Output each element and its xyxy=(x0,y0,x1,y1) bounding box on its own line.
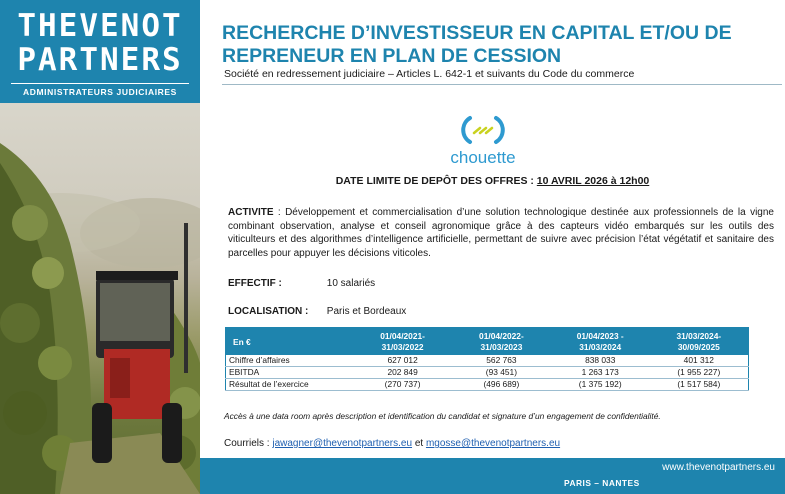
table-cell: 627 012 xyxy=(353,355,452,367)
company-logo xyxy=(438,113,528,168)
contacts-separator: et xyxy=(412,438,426,449)
column-period-start: 01/04/2021- xyxy=(380,331,425,341)
email-link-mgosse[interactable]: mgosse@thevenotpartners.eu xyxy=(425,438,561,449)
contacts-label: Courriels : xyxy=(224,438,273,449)
effectif-label: EFFECTIF : xyxy=(228,278,282,289)
table-cell: 1 263 173 xyxy=(551,367,650,379)
page-title-line1: RECHERCHE D’INVESTISSEUR EN CAPITAL ET/OU DE xyxy=(222,22,732,44)
row-label: Chiffre d’affaires xyxy=(226,355,354,367)
column-period-end: 31/03/2022 xyxy=(381,342,424,352)
financial-table-header xyxy=(226,328,749,356)
offer-deadline xyxy=(200,175,785,187)
brand-logo xyxy=(0,0,200,103)
table-column-header xyxy=(551,328,650,356)
table-row xyxy=(226,379,749,391)
table-row xyxy=(226,367,749,379)
table-cell: (1 375 192) xyxy=(551,379,650,391)
vineyard-illustration xyxy=(0,103,200,494)
table-column-header xyxy=(353,328,452,356)
column-period-end: 31/03/2023 xyxy=(480,342,523,352)
table-row xyxy=(226,355,749,367)
table-cell: 401 312 xyxy=(650,355,749,367)
table-cell: 838 033 xyxy=(551,355,650,367)
table-cell: (93 451) xyxy=(452,367,551,379)
legal-subtitle: Société en redressement judiciaire – Articles L. 642-1 et suivants du Code du commerce xyxy=(224,68,635,80)
contact-emails xyxy=(224,438,560,449)
deadline-label: DATE LIMITE DE DEPÔT DES OFFRES : xyxy=(335,175,537,187)
table-cell: (1 517 584) xyxy=(650,379,749,391)
page-title xyxy=(222,22,782,68)
effectif-row xyxy=(228,278,375,289)
table-column-header xyxy=(650,328,749,356)
footer-bar xyxy=(200,458,785,494)
activity-paragraph xyxy=(228,206,774,260)
email-link-jawagner[interactable]: jawagner@thevenotpartners.eu xyxy=(272,438,413,449)
table-cell: 202 849 xyxy=(353,367,452,379)
vineyard-tractor-photo xyxy=(0,103,200,494)
column-period-end: 31/03/2024 xyxy=(579,342,622,352)
financial-table xyxy=(225,327,749,391)
table-cell: (270 737) xyxy=(353,379,452,391)
brand-divider xyxy=(11,83,189,84)
table-column-header xyxy=(452,328,551,356)
office-cities: PARIS – NANTES xyxy=(564,478,640,488)
table-cell: 562 763 xyxy=(452,355,551,367)
column-period-start: 01/04/2022- xyxy=(479,331,524,341)
brand-subtitle: ADMINISTRATEURS JUDICIAIRES xyxy=(23,87,177,97)
localisation-row xyxy=(228,306,406,317)
brand-name-line1: THEVENOT xyxy=(17,8,183,44)
title-divider xyxy=(222,84,782,85)
activity-text: : Développement et commercialisation d’une solution technologique destinée aux professionnels de la vigne combinant observation, analyse et conseil agronomique grâce à des capteurs vidéo embarqués sur les outils des viticulteurs et des algorithmes d’intelligence artificielle, permettant de suivre avec précision l’état végétatif et sanitaire des parcelles pour appuyer les décisions viticoles. xyxy=(228,207,774,259)
chouette-logo-icon xyxy=(456,113,510,147)
column-period-start: 01/04/2023 - xyxy=(576,331,624,341)
left-brand-column xyxy=(0,0,200,494)
table-cell: (1 955 227) xyxy=(650,367,749,379)
data-room-note: Accès à une data room après description et identification du candidat et signature d’un engagement de confidentialité. xyxy=(224,411,661,421)
column-period-end: 30/09/2025 xyxy=(677,342,720,352)
table-cell: (496 689) xyxy=(452,379,551,391)
brand-name-line2: PARTNERS xyxy=(17,42,183,78)
localisation-label: LOCALISATION : xyxy=(228,306,309,317)
row-label: EBITDA xyxy=(226,367,354,379)
activity-label: ACTIVITE xyxy=(228,207,274,218)
row-label: Résultat de l’exercice xyxy=(226,379,354,391)
table-header-label: En € xyxy=(226,328,354,356)
localisation-value: Paris et Bordeaux xyxy=(326,306,407,317)
announcement-content xyxy=(200,0,785,494)
company-logo-word: chouette xyxy=(450,148,516,167)
deadline-date: 10 AVRIL 2026 à 12h00 xyxy=(536,175,650,187)
page-title-line2: REPRENEUR EN PLAN DE CESSION xyxy=(222,45,562,67)
website-link[interactable]: www.thevenotpartners.eu xyxy=(662,462,775,473)
column-period-start: 31/03/2024- xyxy=(676,331,722,341)
effectif-value: 10 salariés xyxy=(326,278,376,289)
